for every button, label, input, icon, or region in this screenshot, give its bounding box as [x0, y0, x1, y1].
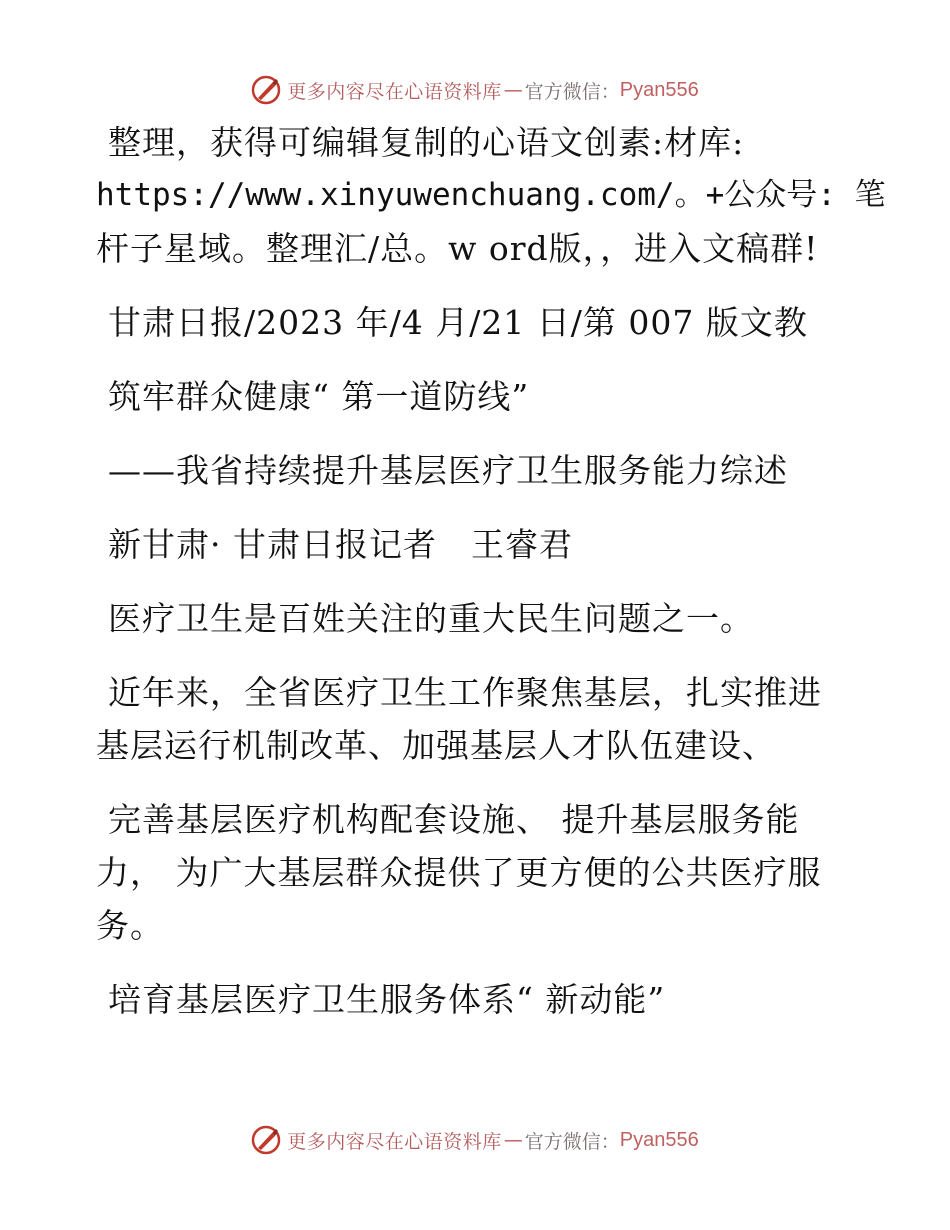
- article-byline: 新甘肃· 甘肃日报记者 王睿君: [108, 525, 573, 564]
- quill-logo-icon: [251, 75, 281, 105]
- banner-dash: —: [503, 79, 523, 101]
- paragraph-3-line-3: 务。: [96, 906, 164, 945]
- footer-watermark-banner: [0, 1120, 950, 1160]
- banner-wechat-label: 官方微信：: [524, 1130, 620, 1153]
- quill-logo-icon: [251, 1125, 281, 1155]
- paragraph-2-line-1: 近年来，全省医疗卫生工作聚焦基层，扎实推进: [108, 673, 822, 712]
- document-body: [96, 122, 886, 1020]
- banner-wechat-label: 官方微信：: [524, 80, 620, 103]
- article-subtitle: ——我省持续提升基层医疗卫生服务能力综述: [108, 451, 788, 490]
- banner-text: 更多内容尽在心语资料库: [287, 80, 502, 103]
- intro-line-3: 杆子星域。整理汇/总。w ord版，，进入文稿群!: [96, 229, 819, 268]
- paragraph-2-line-2: 基层运行机制改革、加强基层人才队伍建设、: [96, 726, 776, 765]
- intro-line-1: 整理，获得可编辑复制的心语文创素:材库:: [108, 123, 745, 162]
- paragraph-3-line-1: 完善基层医疗机构配套设施、 提升基层服务能: [108, 800, 800, 839]
- header-watermark-banner: [0, 70, 950, 110]
- intro-line-2-url: https://www.xinyuwenchuang.com/。+公众号: 笔: [96, 177, 886, 213]
- section-heading: 培育基层医疗卫生服务体系“ 新动能”: [108, 980, 666, 1019]
- banner-account: Pyan556: [619, 78, 699, 101]
- article-title: 筑牢群众健康“ 第一道防线”: [108, 377, 530, 416]
- article-source: 甘肃日报/2023 年/4 月/21 日/第 007 版文教: [108, 303, 808, 342]
- paragraph-1: 医疗卫生是百姓关注的重大民生问题之一。: [108, 599, 754, 638]
- banner-dash: —: [503, 1129, 523, 1151]
- banner-account: Pyan556: [619, 1128, 699, 1151]
- banner-text: 更多内容尽在心语资料库: [287, 1130, 502, 1153]
- paragraph-3-line-2: 力， 为广大基层群众提供了更方便的公共医疗服: [96, 853, 822, 892]
